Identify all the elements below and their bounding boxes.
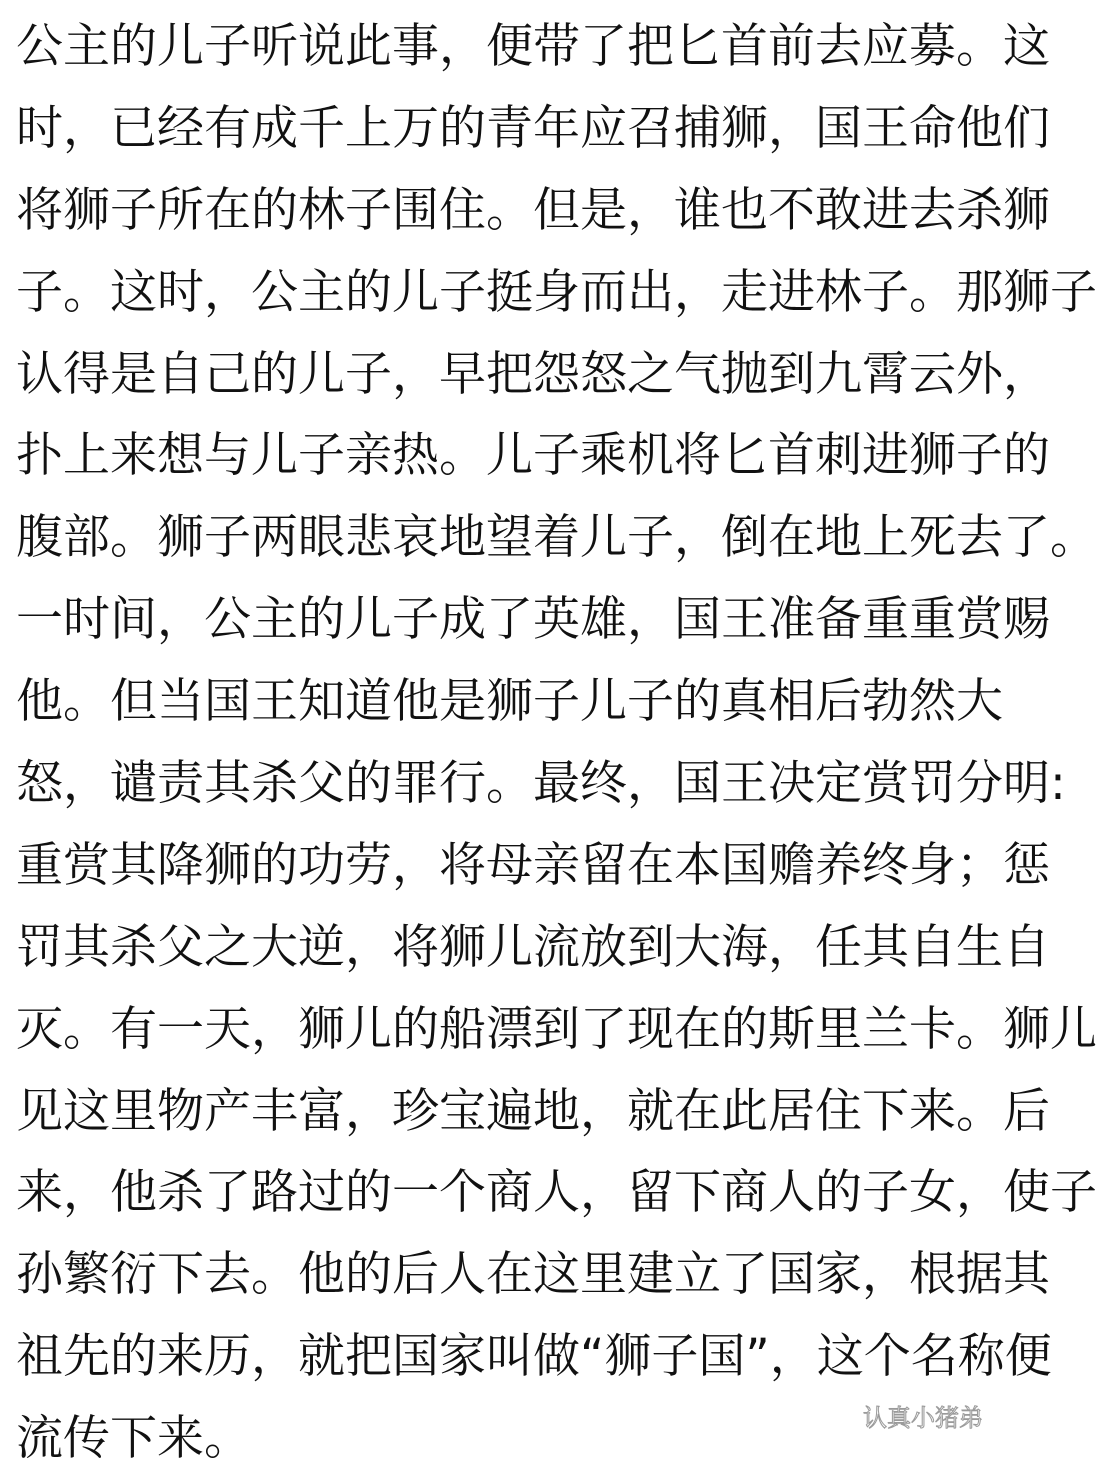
text-line: 怒，谴责其杀父的罪行。最终，国王决定赏罚分明: bbox=[16, 756, 1066, 812]
text-line: 公主的儿子听说此事，便带了把匕首前去应募。这 bbox=[16, 19, 1050, 74]
text-line: 重赏其降狮的功劳，将母亲留在本国赡养终身；惩 bbox=[16, 837, 1050, 893]
text-line: 认得是自己的儿子，早把怨怒之气抛到九霄云外， bbox=[16, 346, 1050, 402]
text-line: 他。但当国王知道他是狮子儿子的真相后勃然大 bbox=[16, 674, 1003, 730]
text-line: 灭。有一天，狮儿的船漂到了现在的斯里兰卡。狮儿 bbox=[16, 1001, 1097, 1057]
article-body bbox=[16, 6, 1097, 1480]
text-line: 祖先的来历，就把国家叫做“狮子国”，这个名称便 bbox=[16, 1329, 1052, 1385]
text-line: 一时间，公主的儿子成了英雄，国王准备重重赏赐 bbox=[16, 592, 1050, 648]
text-line: 腹部。狮子两眼悲哀地望着儿子，倒在地上死去了。 bbox=[16, 510, 1097, 566]
text-line: 扑上来想与儿子亲热。儿子乘机将匕首刺进狮子的 bbox=[16, 428, 1050, 484]
text-line: 罚其杀父之大逆，将狮儿流放到大海，任其自生自 bbox=[16, 919, 1050, 975]
text-line: 时，已经有成千上万的青年应召捕狮，国王命他们 bbox=[16, 100, 1050, 156]
text-line: 子。这时，公主的儿子挺身而出，走进林子。那狮子 bbox=[16, 264, 1097, 320]
text-line: 来，他杀了路过的一个商人，留下商人的子女，使子 bbox=[16, 1165, 1097, 1221]
watermark-text: 认真小猪弟 bbox=[863, 1404, 983, 1432]
text-line: 孙繁衍下去。他的后人在这里建立了国家，根据其 bbox=[16, 1247, 1050, 1303]
text-line: 流传下来。 bbox=[16, 1411, 251, 1467]
text-line: 将狮子所在的林子围住。但是，谁也不敢进去杀狮 bbox=[16, 182, 1050, 238]
text-line: 见这里物产丰富，珍宝遍地，就在此居住下来。后 bbox=[16, 1083, 1050, 1139]
